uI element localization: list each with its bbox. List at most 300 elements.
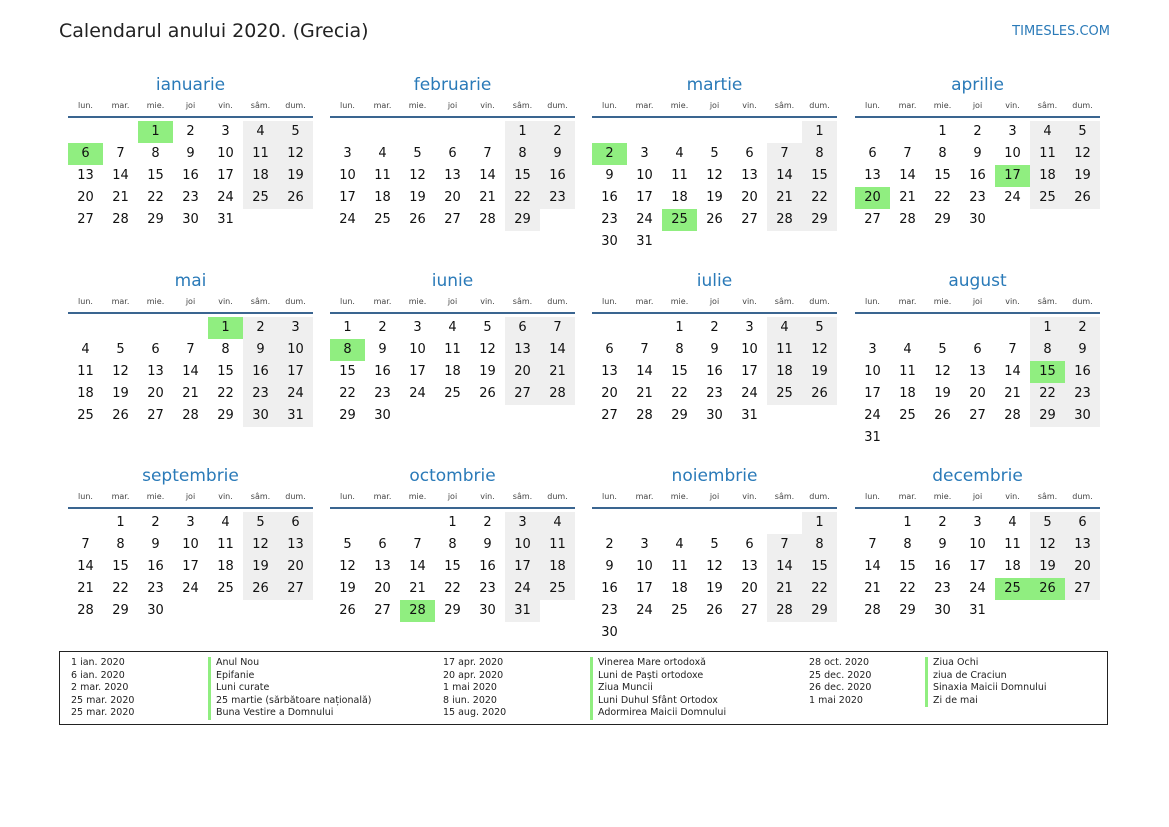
- day-cell: 13: [741, 559, 758, 574]
- weekday-label: mie.: [670, 492, 689, 501]
- holiday-day-cell: 25: [662, 209, 697, 231]
- day-cell: 27: [278, 578, 313, 600]
- weekday-label: sâm.: [774, 297, 795, 306]
- day-cell: 28: [182, 408, 199, 423]
- day-cell: 16: [374, 364, 391, 379]
- day-cell: 31: [864, 430, 881, 445]
- weekday-label: vin.: [480, 492, 495, 501]
- day-cell: 21: [899, 190, 916, 205]
- weekday-header: [68, 487, 313, 509]
- day-cell: 30: [147, 603, 164, 618]
- weekday-label: vin.: [480, 101, 495, 110]
- day-cell: 30: [601, 234, 618, 249]
- day-cell: 10: [636, 168, 653, 183]
- day-cell: 17: [864, 386, 881, 401]
- day-cell: 2: [710, 320, 719, 335]
- day-cell: 7: [413, 537, 422, 552]
- weekday-label: lun.: [78, 297, 93, 306]
- day-cell: 5: [710, 146, 719, 161]
- month-name: februarie: [413, 75, 492, 95]
- day-cell: 16: [1065, 361, 1100, 383]
- day-cell: 18: [217, 559, 234, 574]
- weekday-label: joi: [447, 297, 458, 306]
- day-cell: 6: [505, 317, 540, 339]
- day-cell: 4: [1008, 515, 1017, 530]
- day-cell: 25: [540, 578, 575, 600]
- day-cell: 29: [339, 408, 356, 423]
- day-cell: 20: [147, 386, 164, 401]
- day-cell: 28: [864, 603, 881, 618]
- day-cell: 5: [1030, 512, 1065, 534]
- day-cell: 5: [1065, 121, 1100, 143]
- day-cell: 21: [77, 581, 94, 596]
- day-cell: 22: [899, 581, 916, 596]
- day-cell: 12: [802, 339, 837, 361]
- day-cell: 22: [1030, 383, 1065, 405]
- day-cell: 26: [409, 212, 426, 227]
- day-cell: 26: [112, 408, 129, 423]
- day-cell: 13: [1065, 534, 1100, 556]
- day-cell: 20: [505, 361, 540, 383]
- day-cell: 28: [479, 212, 496, 227]
- month-noiembrie: [592, 465, 837, 644]
- holiday-date: 26 dec. 2020: [809, 682, 872, 694]
- day-cell: 11: [899, 364, 916, 379]
- day-cell: 5: [938, 342, 947, 357]
- day-cell: 31: [969, 603, 986, 618]
- day-cell: 27: [969, 408, 986, 423]
- weekday-label: sâm.: [1037, 492, 1058, 501]
- day-cell: 16: [969, 168, 986, 183]
- empty-cell: [855, 512, 890, 534]
- day-cell: 18: [767, 361, 802, 383]
- day-cell: 30: [374, 408, 391, 423]
- day-cell: 28: [540, 383, 575, 405]
- weekday-label: dum.: [547, 101, 568, 110]
- day-cell: 24: [217, 190, 234, 205]
- weekday-label: vin.: [218, 297, 233, 306]
- day-cell: 16: [540, 165, 575, 187]
- day-cell: 2: [151, 515, 160, 530]
- day-cell: 15: [899, 559, 916, 574]
- holiday-date: 25 mar. 2020: [71, 694, 135, 706]
- day-cell: 3: [640, 146, 649, 161]
- weekday-header: [592, 96, 837, 118]
- day-cell: 31: [636, 234, 653, 249]
- day-cell: 28: [77, 603, 94, 618]
- weekday-label: dum.: [809, 492, 830, 501]
- weekday-header: [330, 292, 575, 314]
- day-grid: [330, 512, 575, 622]
- month-iunie: [330, 270, 575, 427]
- day-cell: 23: [601, 212, 618, 227]
- day-cell: 10: [1004, 146, 1021, 161]
- day-cell: 20: [969, 386, 986, 401]
- day-cell: 22: [934, 190, 951, 205]
- month-name: decembrie: [932, 466, 1023, 486]
- holiday-day-cell: 20: [855, 187, 890, 209]
- day-cell: 7: [1008, 342, 1017, 357]
- weekday-label: dum.: [1072, 492, 1093, 501]
- weekday-label: mie.: [146, 492, 165, 501]
- empty-cell: [960, 317, 995, 339]
- day-cell: 8: [221, 342, 230, 357]
- weekday-label: mar.: [635, 492, 654, 501]
- day-cell: 4: [81, 342, 90, 357]
- site-link[interactable]: TIMESLES.COM: [1012, 24, 1110, 39]
- day-cell: 8: [903, 537, 912, 552]
- weekday-label: mie.: [408, 492, 427, 501]
- day-cell: 31: [278, 405, 313, 427]
- month-name: martie: [686, 75, 743, 95]
- day-cell: 3: [343, 146, 352, 161]
- day-grid: [592, 512, 837, 644]
- day-cell: 12: [278, 143, 313, 165]
- empty-cell: [855, 317, 890, 339]
- day-cell: 20: [741, 581, 758, 596]
- weekday-label: mar.: [373, 492, 392, 501]
- empty-cell: [627, 512, 662, 534]
- day-cell: 16: [934, 559, 951, 574]
- weekday-label: lun.: [78, 492, 93, 501]
- day-cell: 13: [278, 534, 313, 556]
- weekday-label: mar.: [373, 297, 392, 306]
- empty-cell: [662, 512, 697, 534]
- day-cell: 9: [378, 342, 387, 357]
- weekday-label: dum.: [547, 297, 568, 306]
- empty-cell: [767, 512, 802, 534]
- day-cell: 17: [636, 190, 653, 205]
- day-cell: 9: [605, 559, 614, 574]
- day-cell: 7: [767, 143, 802, 165]
- day-cell: 12: [112, 364, 129, 379]
- empty-cell: [995, 317, 1030, 339]
- month-name: aprilie: [951, 75, 1004, 95]
- day-cell: 19: [112, 386, 129, 401]
- weekday-label: mar.: [898, 297, 917, 306]
- day-cell: 25: [77, 408, 94, 423]
- weekday-label: mar.: [111, 101, 130, 110]
- day-cell: 19: [1030, 556, 1065, 578]
- day-cell: 4: [675, 537, 684, 552]
- day-cell: 1: [448, 515, 457, 530]
- weekday-label: joi: [972, 101, 983, 110]
- day-cell: 23: [243, 383, 278, 405]
- holiday-date: 15 aug. 2020: [443, 707, 507, 719]
- holiday-day-cell: 8: [330, 339, 365, 361]
- day-cell: 26: [934, 408, 951, 423]
- day-cell: 9: [1065, 339, 1100, 361]
- day-cell: 14: [77, 559, 94, 574]
- day-cell: 18: [77, 386, 94, 401]
- weekday-header: [330, 96, 575, 118]
- day-cell: 14: [864, 559, 881, 574]
- weekday-header: [592, 292, 837, 314]
- month-septembrie: [68, 465, 313, 622]
- weekday-label: vin.: [218, 101, 233, 110]
- day-cell: 7: [868, 537, 877, 552]
- holiday-name: Vinerea Mare ortodoxă: [590, 657, 706, 670]
- weekday-label: vin.: [480, 297, 495, 306]
- day-cell: 17: [505, 556, 540, 578]
- day-cell: 27: [741, 212, 758, 227]
- day-cell: 22: [147, 190, 164, 205]
- day-cell: 19: [934, 386, 951, 401]
- weekday-header: [855, 96, 1100, 118]
- empty-cell: [697, 121, 732, 143]
- day-cell: 6: [1065, 512, 1100, 534]
- month-martie: [592, 74, 837, 253]
- day-cell: 18: [374, 190, 391, 205]
- empty-cell: [890, 121, 925, 143]
- day-cell: 22: [802, 578, 837, 600]
- day-cell: 4: [767, 317, 802, 339]
- weekday-label: vin.: [742, 492, 757, 501]
- weekday-header: [592, 487, 837, 509]
- weekday-label: sâm.: [774, 101, 795, 110]
- day-cell: 19: [479, 364, 496, 379]
- day-cell: 18: [540, 556, 575, 578]
- day-grid: [68, 121, 313, 231]
- day-cell: 26: [802, 383, 837, 405]
- day-cell: 11: [1004, 537, 1021, 552]
- day-cell: 23: [969, 190, 986, 205]
- weekday-label: mie.: [146, 101, 165, 110]
- weekday-label: sâm.: [512, 297, 533, 306]
- day-cell: 23: [479, 581, 496, 596]
- empty-cell: [138, 317, 173, 339]
- empty-cell: [103, 317, 138, 339]
- day-cell: 20: [601, 386, 618, 401]
- day-cell: 10: [278, 339, 313, 361]
- day-cell: 7: [903, 146, 912, 161]
- day-cell: 15: [505, 165, 540, 187]
- day-cell: 11: [444, 342, 461, 357]
- day-cell: 11: [77, 364, 94, 379]
- day-cell: 15: [147, 168, 164, 183]
- day-cell: 9: [710, 342, 719, 357]
- day-cell: 5: [278, 121, 313, 143]
- day-cell: 28: [112, 212, 129, 227]
- weekday-header: [68, 96, 313, 118]
- empty-cell: [365, 512, 400, 534]
- day-cell: 4: [448, 320, 457, 335]
- day-cell: 25: [1030, 187, 1065, 209]
- holiday-date: 20 apr. 2020: [443, 669, 504, 681]
- day-cell: 5: [343, 537, 352, 552]
- weekday-label: mar.: [111, 297, 130, 306]
- day-cell: 28: [1004, 408, 1021, 423]
- day-cell: 6: [448, 146, 457, 161]
- day-cell: 29: [217, 408, 234, 423]
- day-cell: 19: [802, 361, 837, 383]
- day-cell: 2: [186, 124, 195, 139]
- weekday-label: vin.: [742, 297, 757, 306]
- day-cell: 18: [671, 581, 688, 596]
- empty-cell: [627, 317, 662, 339]
- holiday-day-cell: 26: [1030, 578, 1065, 600]
- day-cell: 3: [221, 124, 230, 139]
- weekday-label: vin.: [1005, 492, 1020, 501]
- empty-cell: [68, 317, 103, 339]
- day-cell: 7: [116, 146, 125, 161]
- day-cell: 25: [767, 383, 802, 405]
- day-cell: 14: [1004, 364, 1021, 379]
- day-cell: 26: [339, 603, 356, 618]
- weekday-label: joi: [447, 492, 458, 501]
- day-cell: 13: [601, 364, 618, 379]
- weekday-header: [855, 487, 1100, 509]
- day-grid: [592, 317, 837, 427]
- day-cell: 28: [636, 408, 653, 423]
- weekday-label: lun.: [865, 297, 880, 306]
- day-cell: 9: [483, 537, 492, 552]
- day-cell: 23: [934, 581, 951, 596]
- empty-cell: [330, 121, 365, 143]
- holiday-day-cell: 25: [995, 578, 1030, 600]
- day-cell: 30: [182, 212, 199, 227]
- day-cell: 10: [339, 168, 356, 183]
- weekday-label: joi: [185, 101, 196, 110]
- day-cell: 22: [217, 386, 234, 401]
- day-cell: 4: [540, 512, 575, 534]
- holiday-name: ziua de Craciun: [925, 670, 1007, 683]
- month-name: august: [948, 271, 1007, 291]
- weekday-label: dum.: [1072, 101, 1093, 110]
- weekday-label: mie.: [670, 101, 689, 110]
- day-cell: 17: [217, 168, 234, 183]
- day-cell: 11: [374, 168, 391, 183]
- day-cell: 13: [864, 168, 881, 183]
- day-cell: 12: [479, 342, 496, 357]
- day-cell: 16: [147, 559, 164, 574]
- month-februarie: [330, 74, 575, 231]
- weekday-label: joi: [709, 101, 720, 110]
- day-cell: 7: [640, 342, 649, 357]
- day-cell: 5: [116, 342, 125, 357]
- weekday-label: vin.: [218, 492, 233, 501]
- holiday-day-cell: 2: [592, 143, 627, 165]
- day-cell: 13: [77, 168, 94, 183]
- day-cell: 10: [409, 342, 426, 357]
- weekday-label: vin.: [742, 101, 757, 110]
- day-cell: 30: [706, 408, 723, 423]
- holiday-name: Luni de Paști ortodoxe: [590, 670, 703, 683]
- empty-cell: [732, 121, 767, 143]
- month-octombrie: [330, 465, 575, 622]
- day-cell: 4: [675, 146, 684, 161]
- day-cell: 10: [969, 537, 986, 552]
- day-cell: 13: [505, 339, 540, 361]
- weekday-header: [855, 292, 1100, 314]
- day-cell: 7: [483, 146, 492, 161]
- day-cell: 1: [505, 121, 540, 143]
- weekday-label: lun.: [340, 101, 355, 110]
- day-cell: 13: [147, 364, 164, 379]
- day-cell: 8: [505, 143, 540, 165]
- day-cell: 7: [540, 317, 575, 339]
- weekday-label: mie.: [933, 297, 952, 306]
- day-grid: [855, 512, 1100, 622]
- day-cell: 15: [934, 168, 951, 183]
- empty-cell: [855, 121, 890, 143]
- day-cell: 9: [605, 168, 614, 183]
- day-cell: 25: [444, 386, 461, 401]
- day-cell: 2: [243, 317, 278, 339]
- day-cell: 4: [221, 515, 230, 530]
- day-cell: 13: [374, 559, 391, 574]
- empty-cell: [103, 121, 138, 143]
- day-cell: 11: [671, 559, 688, 574]
- empty-cell: [365, 121, 400, 143]
- day-cell: 14: [899, 168, 916, 183]
- day-cell: 8: [802, 143, 837, 165]
- day-cell: 23: [147, 581, 164, 596]
- weekday-label: lun.: [602, 101, 617, 110]
- day-cell: 21: [767, 578, 802, 600]
- empty-cell: [435, 121, 470, 143]
- day-cell: 21: [182, 386, 199, 401]
- day-cell: 14: [540, 339, 575, 361]
- day-cell: 16: [479, 559, 496, 574]
- day-cell: 14: [767, 556, 802, 578]
- day-cell: 6: [278, 512, 313, 534]
- weekday-label: dum.: [285, 101, 306, 110]
- day-cell: 29: [899, 603, 916, 618]
- weekday-label: dum.: [285, 492, 306, 501]
- day-cell: 10: [217, 146, 234, 161]
- month-name: septembrie: [142, 466, 239, 486]
- day-cell: 30: [601, 625, 618, 640]
- day-cell: 19: [409, 190, 426, 205]
- day-cell: 12: [1030, 534, 1065, 556]
- weekday-label: vin.: [1005, 101, 1020, 110]
- day-cell: 25: [243, 187, 278, 209]
- day-cell: 29: [671, 408, 688, 423]
- holiday-date: 6 ian. 2020: [71, 669, 125, 681]
- day-cell: 5: [710, 537, 719, 552]
- day-cell: 5: [483, 320, 492, 335]
- month-august: [855, 270, 1100, 449]
- day-cell: 31: [217, 212, 234, 227]
- weekday-label: sâm.: [1037, 297, 1058, 306]
- day-cell: 13: [969, 364, 986, 379]
- day-cell: 10: [636, 559, 653, 574]
- day-cell: 17: [278, 361, 313, 383]
- weekday-label: joi: [709, 297, 720, 306]
- day-cell: 29: [802, 600, 837, 622]
- day-cell: 14: [479, 168, 496, 183]
- day-cell: 2: [1065, 317, 1100, 339]
- day-cell: 16: [601, 581, 618, 596]
- weekday-label: lun.: [865, 101, 880, 110]
- month-iulie: [592, 270, 837, 427]
- day-cell: 26: [706, 603, 723, 618]
- day-cell: 27: [77, 212, 94, 227]
- day-cell: 22: [505, 187, 540, 209]
- day-cell: 19: [706, 581, 723, 596]
- day-cell: 26: [278, 187, 313, 209]
- day-cell: 22: [802, 187, 837, 209]
- holiday-date: 8 iun. 2020: [443, 694, 497, 706]
- empty-cell: [732, 512, 767, 534]
- day-cell: 24: [864, 408, 881, 423]
- day-cell: 6: [745, 537, 754, 552]
- day-cell: 3: [868, 342, 877, 357]
- holiday-date: 1 mai 2020: [809, 694, 863, 706]
- weekday-label: joi: [972, 492, 983, 501]
- day-cell: 15: [671, 364, 688, 379]
